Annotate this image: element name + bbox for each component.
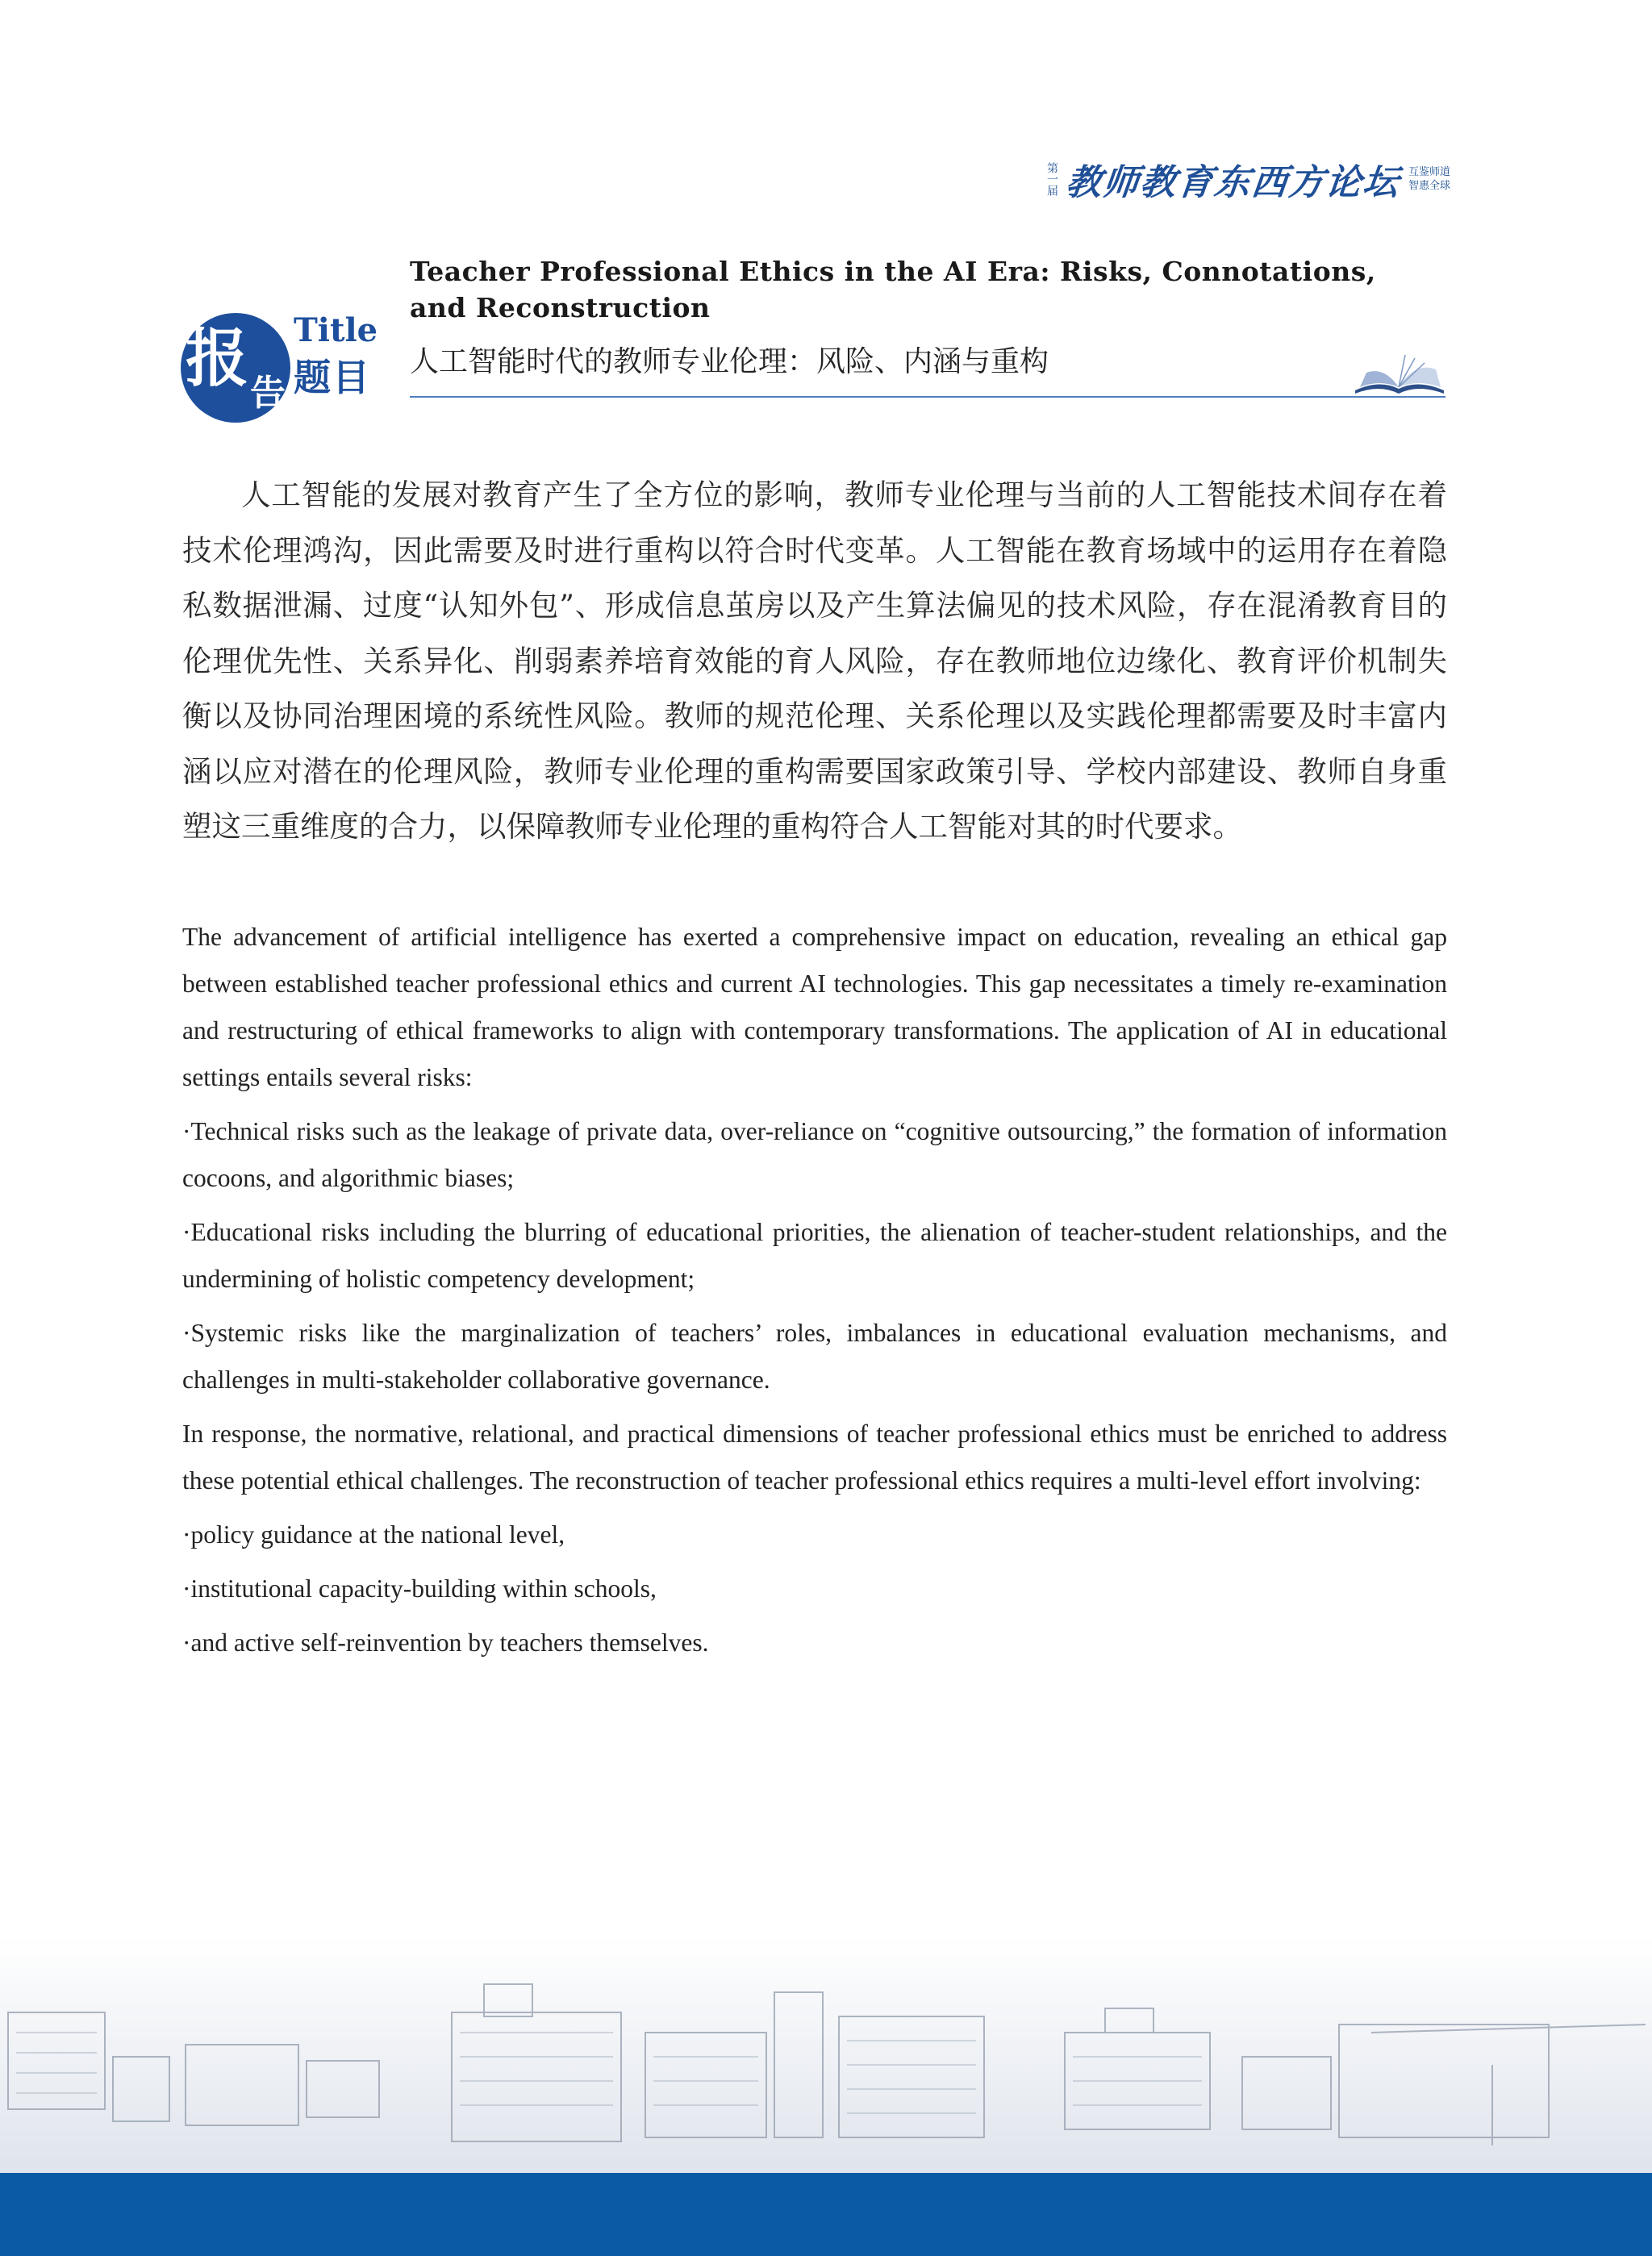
abstract-en-bullet: ·Educational risks including the blurring of educational priorities, the alienation of teacher-student relationships, and the undermining of holistic competency development; xyxy=(182,1218,1447,1293)
abstract-english xyxy=(182,914,1447,1674)
abstract-en-paragraph: In response, the normative, relational, and practical dimensions of teacher professional ethics must be enriched to address these potential ethical challenges. The reconstruction of teacher professional ethics requires a multi-level effort involving: xyxy=(182,1420,1447,1495)
abstract-en-bullet: ·and active self-reinvention by teachers themselves. xyxy=(182,1628,709,1657)
abstract-en-bullet: ·institutional capacity-building within schools, xyxy=(182,1574,657,1603)
forum-logo xyxy=(1045,155,1450,203)
open-book-icon xyxy=(1352,348,1447,397)
forum-name: 教师教育东西方论坛 xyxy=(1063,162,1403,203)
forum-session-label xyxy=(1045,162,1058,196)
badge-char-report: 报 xyxy=(186,322,249,395)
forum-slogan-line-2: 智惠全球 xyxy=(1408,180,1450,192)
report-title-badge xyxy=(181,313,290,423)
forum-slogan-line-1: 互鉴师道 xyxy=(1408,166,1450,178)
abstract-chinese: 人工智能的发展对教育产生了全方位的影响，教师专业伦理与当前的人工智能技术间存在着技术伦理鸿沟，因此需要及时进行重构以符合时代变革。人工智能在教育场域中的运用存在着隐私数据泄漏、过度“认知外包”、形成信息茧房以及产生算法偏见的技术风险，存在混淆教育目的伦理优先性、关系异化、削弱素养培育效能的育人风险，存在教师地位边缘化、教育评价机制失衡以及协同治理困境的系统性风险。教师的规范伦理、关系伦理以及实践伦理都需要及时丰富内涵以应对潜在的伦理风险，教师专业伦理的重构需要国家政策引导、学校内部建设、教师自身重塑这三重维度的合力，以保障教师专业伦理的重构符合人工智能对其的时代要求。 xyxy=(182,477,1447,844)
abstract-en-paragraph: The advancement of artificial intelligence has exerted a comprehensive impact on education, revealing an ethical gap between established teacher professional ethics and current AI technologies. This gap necessitates a timely re-examination and restructuring of ethical frameworks to align with contemporary transformations. The application of AI in educational settings entails several risks: xyxy=(182,923,1447,1091)
report-title-english: Teacher Professional Ethics in the AI Era: Risks, Connotations, and Reconstruction xyxy=(410,256,1376,323)
badge-char-announce: 告 xyxy=(250,373,286,414)
campus-skyline-illustration xyxy=(0,1936,1652,2174)
footer-band xyxy=(0,2173,1652,2256)
badge-word-title: Title xyxy=(294,311,378,349)
report-title-chinese: 人工智能时代的教师专业伦理：风险、内涵与重构 xyxy=(410,345,1049,378)
title-divider xyxy=(410,396,1446,398)
forum-slogan xyxy=(1408,165,1450,193)
badge-word-timu: 题目 xyxy=(294,356,371,399)
forum-session-text: 第一届 xyxy=(1045,162,1058,196)
abstract-en-bullet: ·Technical risks such as the leakage of private data, over-reliance on “cognitive outsourcing,” the formation of information cocoons, and algorithmic biases; xyxy=(182,1117,1447,1192)
abstract-en-bullet: ·policy guidance at the national level, xyxy=(182,1520,565,1549)
abstract-en-bullet: ·Systemic risks like the marginalization of teachers’ roles, imbalances in educational evaluation mechanisms, and challenges in multi-stakeholder collaborative governance. xyxy=(182,1319,1447,1394)
